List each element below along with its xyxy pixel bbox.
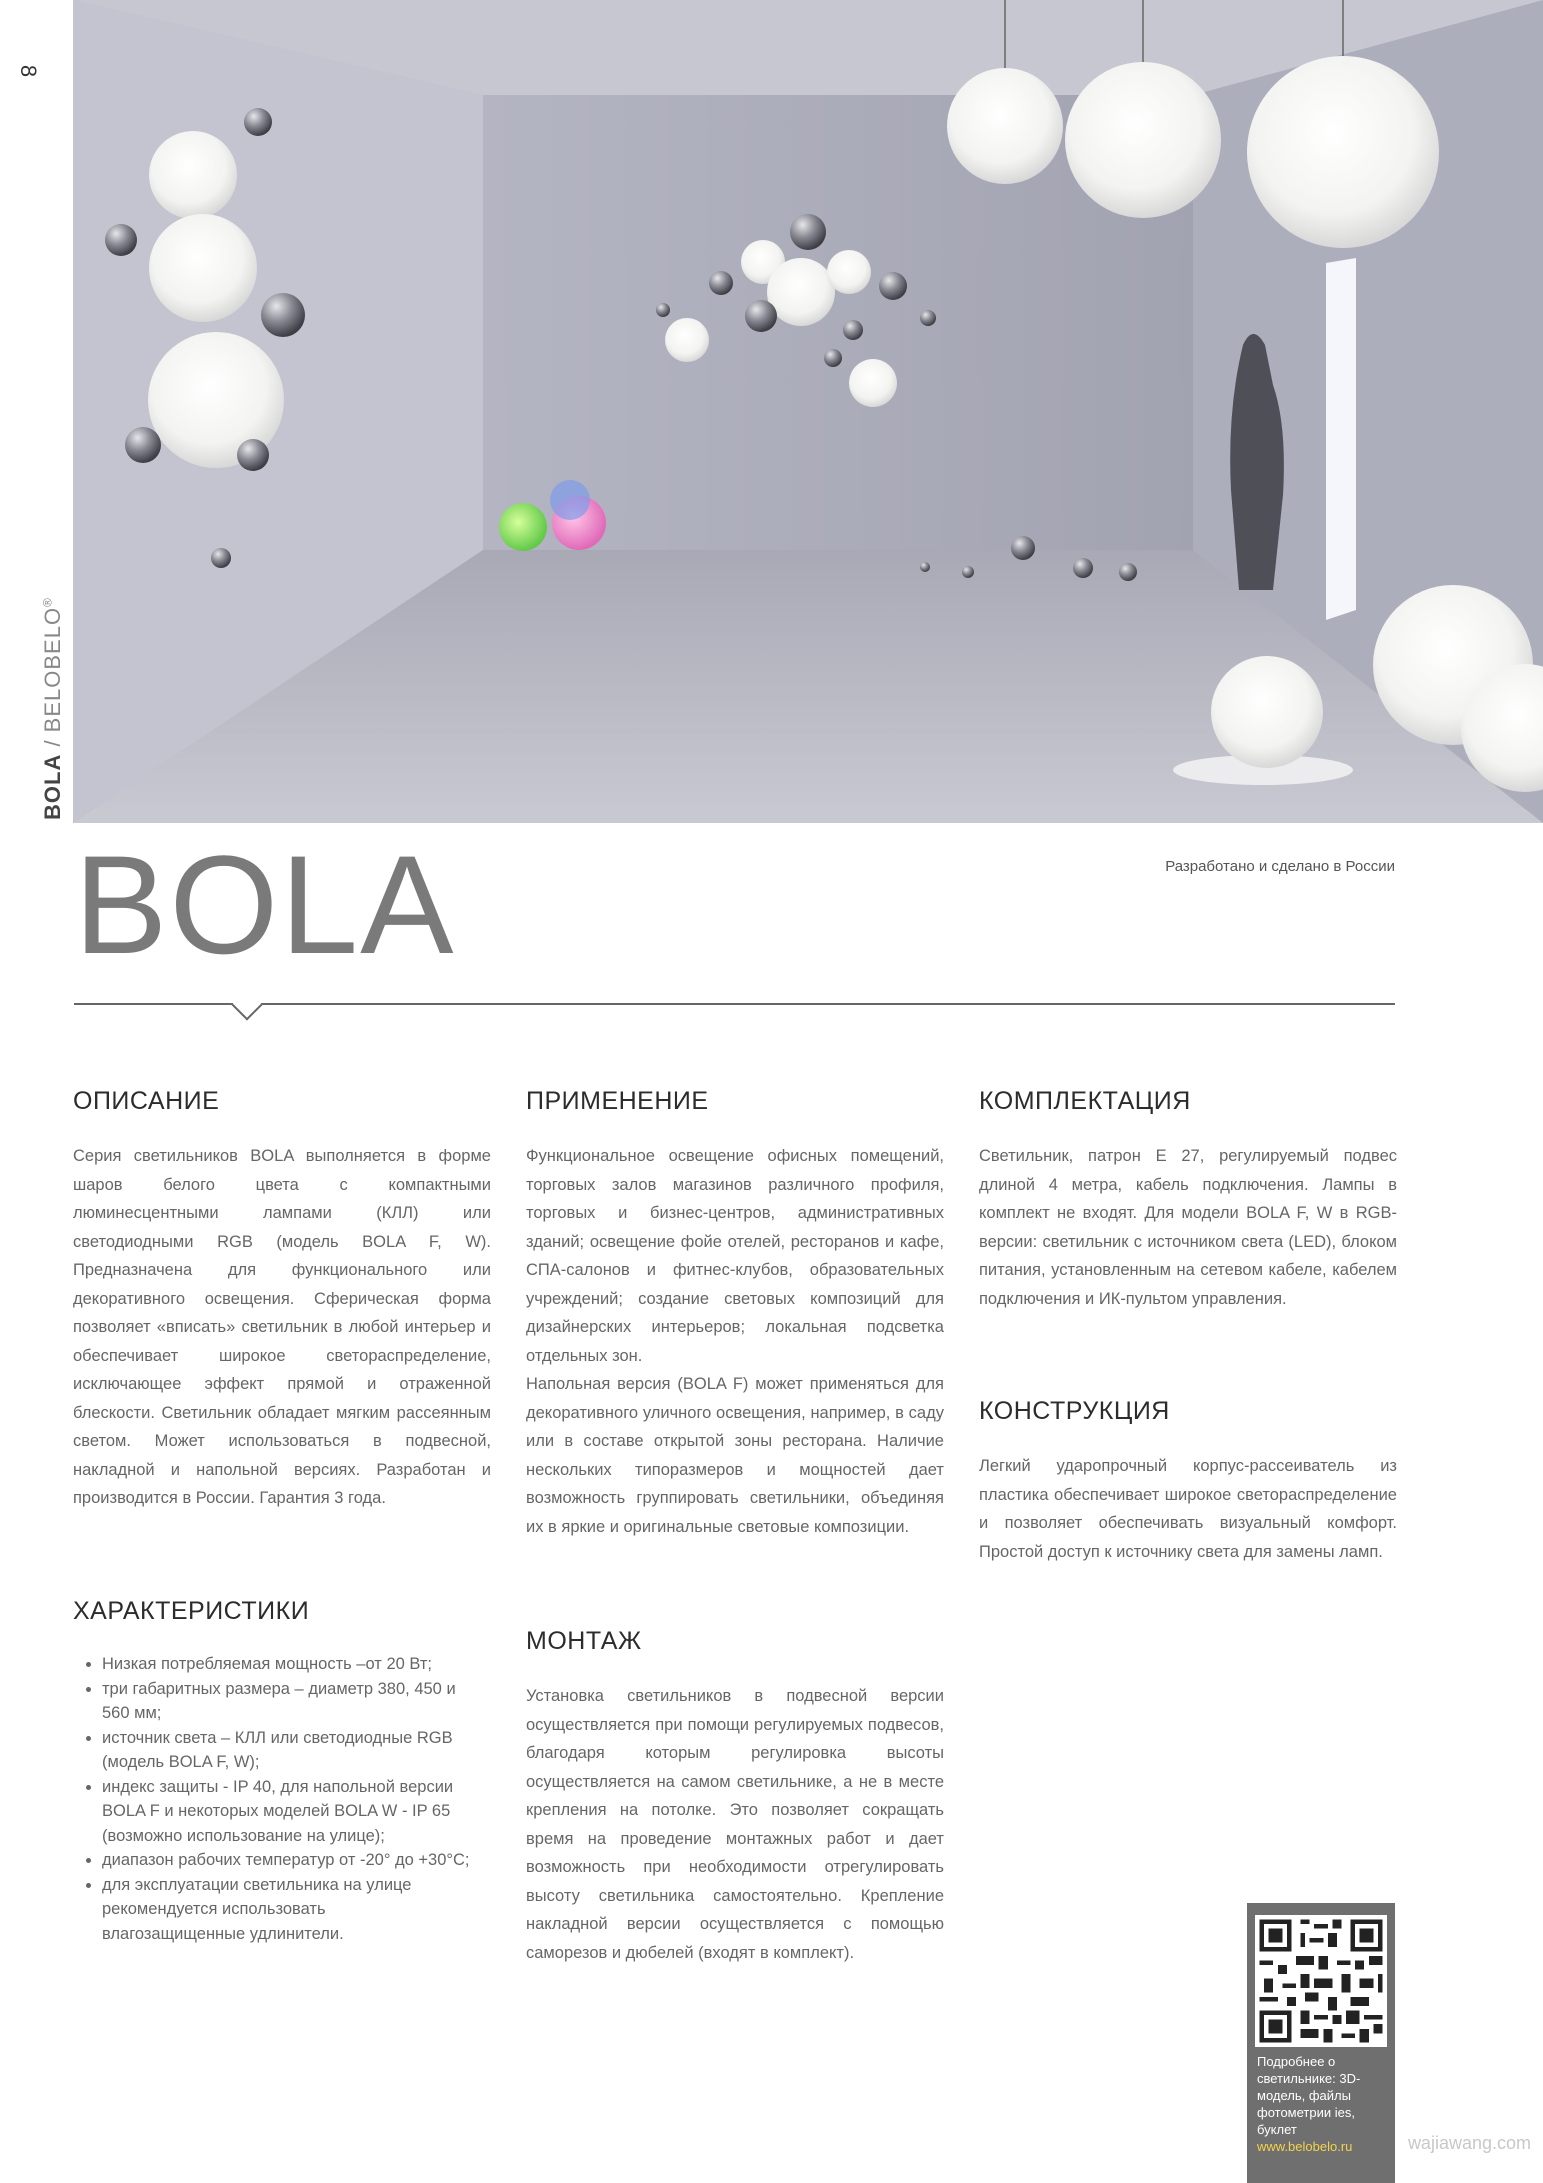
- made-in-russia-note: Разработано и сделано в России: [1165, 858, 1395, 875]
- watermark: wajiawang.com: [1407, 2133, 1531, 2153]
- application-heading: ПРИМЕНЕНИЕ: [526, 1087, 709, 1115]
- product-title: BOLA: [74, 826, 456, 983]
- list-item: • Низкая потребляемая мощность –от 20 Вт;: [102, 1652, 473, 1677]
- spine-series-name: BOLA: [40, 753, 65, 820]
- construction-text: Легкий ударопрочный корпус-рассеиватель из пластика обеспечивает широкое светораспределение и позволяет обеспечивать визуальный комфорт. Простой доступ к источнику света для замены ламп.: [979, 1457, 1397, 1561]
- qr-description-text: Подробнее о светильнике: 3D-модель, файлы фотометрии ies, буклет: [1257, 2054, 1361, 2137]
- page-spine: [0, 0, 73, 2183]
- kit-heading: КОМПЛЕКТАЦИЯ: [979, 1087, 1191, 1115]
- construction-section: [979, 1397, 1397, 1566]
- characteristics-section: [73, 1597, 473, 1946]
- qr-info-box: [1247, 1903, 1395, 2183]
- description-text: Серия светильников BOLA выполняется в форме шаров белого цвета с компактными люминесцентными лампами (КЛЛ) или светодиодными RGB (модель BOLA F, W). Предназначена для функционального или декоративного освещения. Сферическая форма позволяет «вписать» светильник в любой интерьер и обеспечивает широкое светораспределение, исключающее эффект прямой и отраженной блескости. Светильник обладает мягким рассеянным светом. Может использоваться в подвесной, накладной и напольной версиях. Разработан и производится в России. Гарантия 3 года.: [73, 1147, 491, 1507]
- divider-notch: [231, 989, 262, 1020]
- list-item: • источник света – КЛЛ или светодиодные RGB (модель BOLA F, W);: [102, 1726, 473, 1775]
- application-section: [526, 1087, 944, 1541]
- title-divider: [74, 1003, 1395, 1005]
- description-section: [73, 1087, 491, 1513]
- page-number: 8: [16, 64, 42, 78]
- description-heading: ОПИСАНИЕ: [73, 1087, 220, 1115]
- spine-brand-name: / BELOBELO: [40, 606, 65, 754]
- spine-brand-label: [40, 597, 66, 820]
- mounting-section: [526, 1627, 944, 1967]
- qr-description: [1257, 2053, 1389, 2155]
- hero-interior-photo: [73, 0, 1543, 823]
- mounting-heading: МОНТАЖ: [526, 1627, 642, 1655]
- qr-code-icon[interactable]: [1255, 1915, 1387, 2047]
- characteristics-list: [73, 1652, 473, 1946]
- construction-heading: КОНСТРУКЦИЯ: [979, 1397, 1170, 1425]
- mounting-text: Установка светильников в подвесной версии осуществляется при помощи регулируемых подвесов, благодаря которым регулировка высоты осуществляется на самом светильнике, а не в месте крепления на потолке. Это позволяет сокращать время на проведение монтажных работ и дает возможность при необходимости отрегулировать высоту светильника самостоятельно. Крепление накладной версии осуществляется с помощью саморезов и дюбелей (входят в комплект).: [526, 1687, 944, 1962]
- application-text: Функциональное освещение офисных помещений, торговых залов магазинов различного профиля, торговых и бизнес-центров, административных зданий; освещение фойе отелей, ресторанов и кафе, СПА-салонов и фитнес-клубов, образовательных учреждений; создание световых композиций для дизайнерских интерьеров; локальная подсветка отдельных зон.: [526, 1147, 944, 1365]
- list-item: • для эксплуатации светильника на улице рекомендуется использовать влагозащищенные удлинители.: [102, 1873, 473, 1947]
- spine-registered-mark: ®: [40, 597, 55, 607]
- qr-website-link[interactable]: www.belobelo.ru: [1257, 2139, 1353, 2154]
- kit-text: Светильник, патрон Е 27, регулируемый подвес длиной 4 метра, кабель подключения. Лампы в комплект не входят. Для модели BOLA F, W в RGB-версии: светильник с источником света (LED), блоком питания, установленным на сетевом кабеле, кабелем подключения и ИК-пультом управления.: [979, 1147, 1397, 1308]
- characteristics-heading: ХАРАКТЕРИСТИКИ: [73, 1597, 310, 1625]
- list-item: • диапазон рабочих температур от -20° до +30°С;: [102, 1848, 473, 1873]
- kit-section: [979, 1087, 1397, 1313]
- list-item: • три габаритных размера – диаметр 380, 450 и 560 мм;: [102, 1677, 473, 1726]
- application-floor-text: Напольная версия (BOLA F) может применяться для декоративного уличного освещения, например, в саду или в составе открытой зоны ресторана. Наличие нескольких типоразмеров и мощностей дает возможность группировать светильники, объединяя их в яркие и оригинальные световые композиции.: [526, 1375, 944, 1536]
- list-item: • индекс защиты - IP 40, для напольной версии BOLA F и некоторых моделей BOLA W - IP 65 (возможно использование на улице);: [102, 1775, 473, 1849]
